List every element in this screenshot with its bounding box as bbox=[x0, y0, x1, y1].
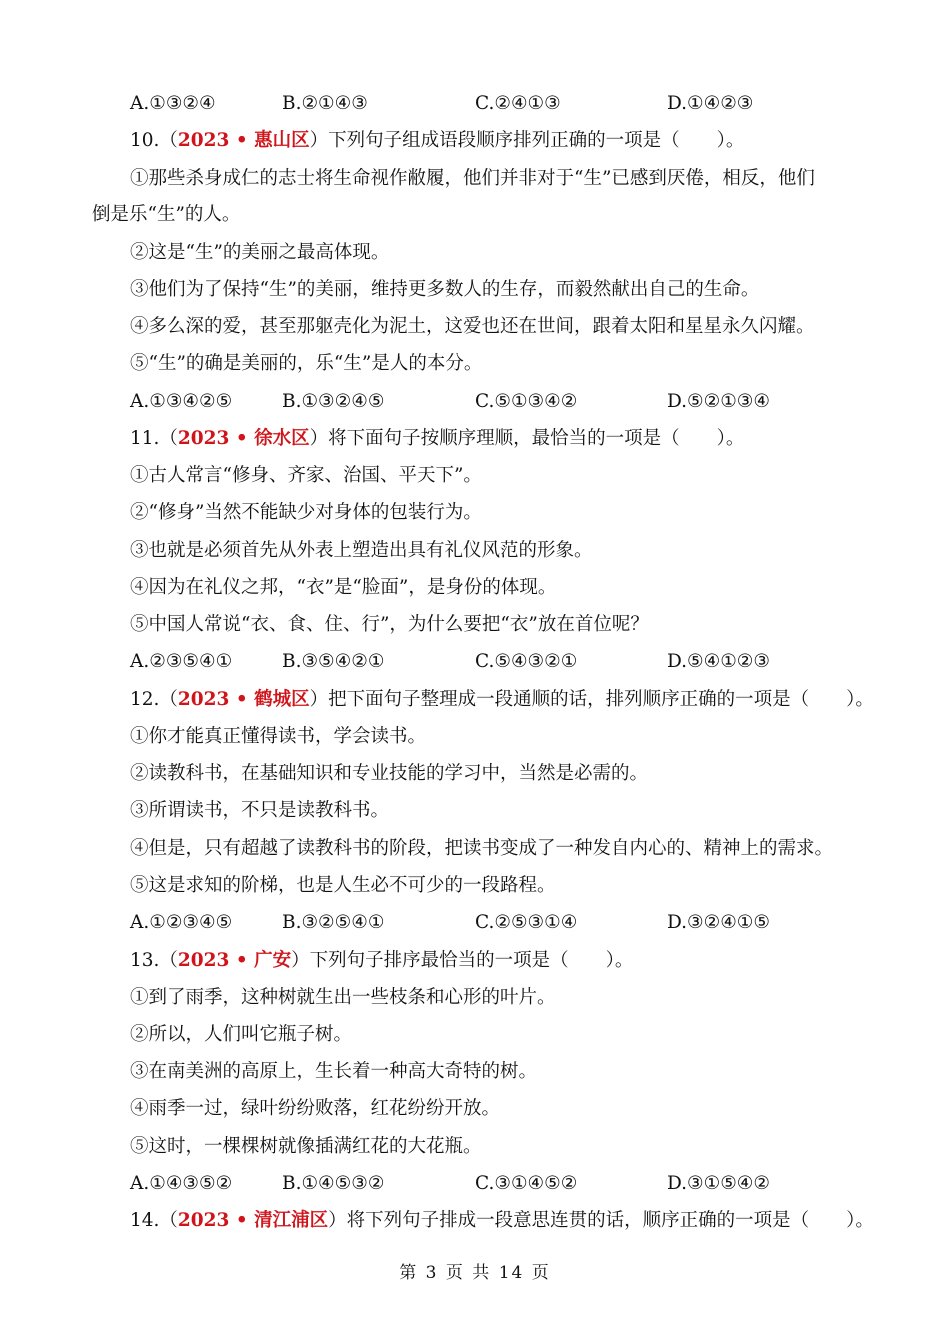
q12-option-c[interactable]: C.②⑤③①④ bbox=[475, 912, 578, 933]
q10-sentence-2: ②这是“生”的美丽之最高体现。 bbox=[130, 242, 390, 263]
q10-sentence-1-cont: 倒是乐“生”的人。 bbox=[92, 204, 241, 225]
q14-question bbox=[130, 1208, 874, 1234]
q10-option-d[interactable]: D.⑤②①③④ bbox=[667, 391, 770, 412]
q13-sentence-4: ④雨季一过，绿叶纷纷败落，红花纷纷开放。 bbox=[130, 1098, 501, 1119]
q10-option-a[interactable]: A.①③④②⑤ bbox=[130, 391, 233, 412]
q13-source: 2023 • 广安 bbox=[177, 950, 292, 971]
q11-source: 2023 • 徐水区 bbox=[177, 428, 310, 449]
q9-option-c[interactable]: C.②④①③ bbox=[475, 93, 561, 114]
q11-sentence-1: ①古人常言“修身、齐家、治国、平天下”。 bbox=[130, 465, 482, 486]
q13-option-c[interactable]: C.③①④⑤② bbox=[475, 1173, 578, 1194]
q13-option-b[interactable]: B.①④⑤③② bbox=[282, 1173, 385, 1194]
q13-stem: ）下列句子排序最恰当的一项是（ ）。 bbox=[291, 950, 634, 971]
q13-sentence-5: ⑤这时，一棵棵树就像插满红花的大花瓶。 bbox=[130, 1136, 482, 1157]
q12-option-a[interactable]: A.①②③④⑤ bbox=[130, 912, 233, 933]
q10-sentence-3: ③他们为了保持“生”的美丽，维持更多数人的生存，而毅然献出自己的生命。 bbox=[130, 279, 760, 300]
q12-question bbox=[130, 687, 874, 713]
q9-option-b[interactable]: B.②①④③ bbox=[282, 93, 368, 114]
q13-options bbox=[130, 1171, 870, 1197]
q10-sentence-4: ④多么深的爱，甚至那躯壳化为泥土，这爱也还在世间，跟着太阳和星星永久闪耀。 bbox=[130, 316, 815, 337]
q12-stem: ）把下面句子整理成一段通顺的话，排列顺序正确的一项是（ ）。 bbox=[309, 689, 874, 710]
q12-sentence-2: ②读教科书，在基础知识和专业技能的学习中，当然是必需的。 bbox=[130, 763, 649, 784]
q10-option-c[interactable]: C.⑤①③④② bbox=[475, 391, 578, 412]
q14-source: 2023 • 清江浦区 bbox=[177, 1210, 329, 1231]
q14-number: 14.（ bbox=[130, 1210, 178, 1231]
q13-question bbox=[130, 948, 870, 974]
q12-option-b[interactable]: B.③②⑤④① bbox=[282, 912, 385, 933]
q13-sentence-3: ③在南美洲的高原上，生长着一种高大奇特的树。 bbox=[130, 1061, 538, 1082]
q11-sentence-5: ⑤中国人常说“衣、食、住、行”，为什么要把“衣”放在首位呢？ bbox=[130, 614, 649, 635]
q12-sentence-5: ⑤这是求知的阶梯，也是人生必不可少的一段路程。 bbox=[130, 875, 556, 896]
q13-number: 13.（ bbox=[130, 950, 178, 971]
q11-question bbox=[130, 426, 870, 452]
q12-sentence-4: ④但是，只有超越了读教科书的阶段，把读书变成了一种发自内心的、精神上的需求。 bbox=[130, 838, 834, 859]
q13-sentence-1: ①到了雨季，这种树就生出一些枝条和心形的叶片。 bbox=[130, 987, 556, 1008]
q11-sentence-2: ②“修身”当然不能缺少对身体的包装行为。 bbox=[130, 502, 482, 523]
q12-number: 12.（ bbox=[130, 689, 178, 710]
q12-sentence-1: ①你才能真正懂得读书，学会读书。 bbox=[130, 726, 427, 747]
q12-source: 2023 • 鹤城区 bbox=[177, 689, 310, 710]
q13-option-d[interactable]: D.③①⑤④② bbox=[667, 1173, 770, 1194]
q11-stem: ）将下面句子按顺序理顺，最恰当的一项是（ ）。 bbox=[309, 428, 745, 449]
q12-option-d[interactable]: D.③②④①⑤ bbox=[667, 912, 770, 933]
q12-options bbox=[130, 910, 870, 936]
q11-number: 11.（ bbox=[130, 428, 178, 449]
q14-stem: ）将下列句子排成一段意思连贯的话，顺序正确的一项是（ ）。 bbox=[328, 1210, 874, 1231]
q13-sentence-2: ②所以，人们叫它瓶子树。 bbox=[130, 1024, 353, 1045]
q11-option-c[interactable]: C.⑤④③②① bbox=[475, 651, 578, 672]
q9-option-a[interactable]: A.①③②④ bbox=[130, 93, 216, 114]
q10-sentence-1: ①那些杀身成仁的志士将生命视作敝履，他们并非对于“生”已感到厌倦，相反，他们 bbox=[130, 168, 815, 189]
q10-option-b[interactable]: B.①③②④⑤ bbox=[282, 391, 385, 412]
q10-source: 2023 • 惠山区 bbox=[177, 130, 310, 151]
q12-sentence-3: ③所谓读书，不只是读教科书。 bbox=[130, 800, 390, 821]
page-footer: 第 3 页 共 14 页 bbox=[399, 1263, 551, 1283]
q9-option-d[interactable]: D.①④②③ bbox=[667, 93, 754, 114]
q11-option-a[interactable]: A.②③⑤④① bbox=[130, 651, 233, 672]
q11-sentence-4: ④因为在礼仪之邦，“衣”是“脸面”，是身份的体现。 bbox=[130, 577, 557, 598]
q11-options bbox=[130, 649, 870, 675]
q9-options bbox=[130, 91, 870, 117]
q11-sentence-3: ③也就是必须首先从外表上塑造出具有礼仪风范的形象。 bbox=[130, 540, 593, 561]
q13-option-a[interactable]: A.①④③⑤② bbox=[130, 1173, 233, 1194]
q11-option-d[interactable]: D.⑤④①②③ bbox=[667, 651, 770, 672]
q11-option-b[interactable]: B.③⑤④②① bbox=[282, 651, 385, 672]
q10-options bbox=[130, 389, 870, 415]
q10-number: 10.（ bbox=[130, 130, 178, 151]
q10-sentence-5: ⑤“生”的确是美丽的，乐“生”是人的本分。 bbox=[130, 353, 483, 374]
q10-stem: ）下列句子组成语段顺序排列正确的一项是（ ）。 bbox=[309, 130, 745, 151]
q10-question bbox=[130, 128, 870, 154]
